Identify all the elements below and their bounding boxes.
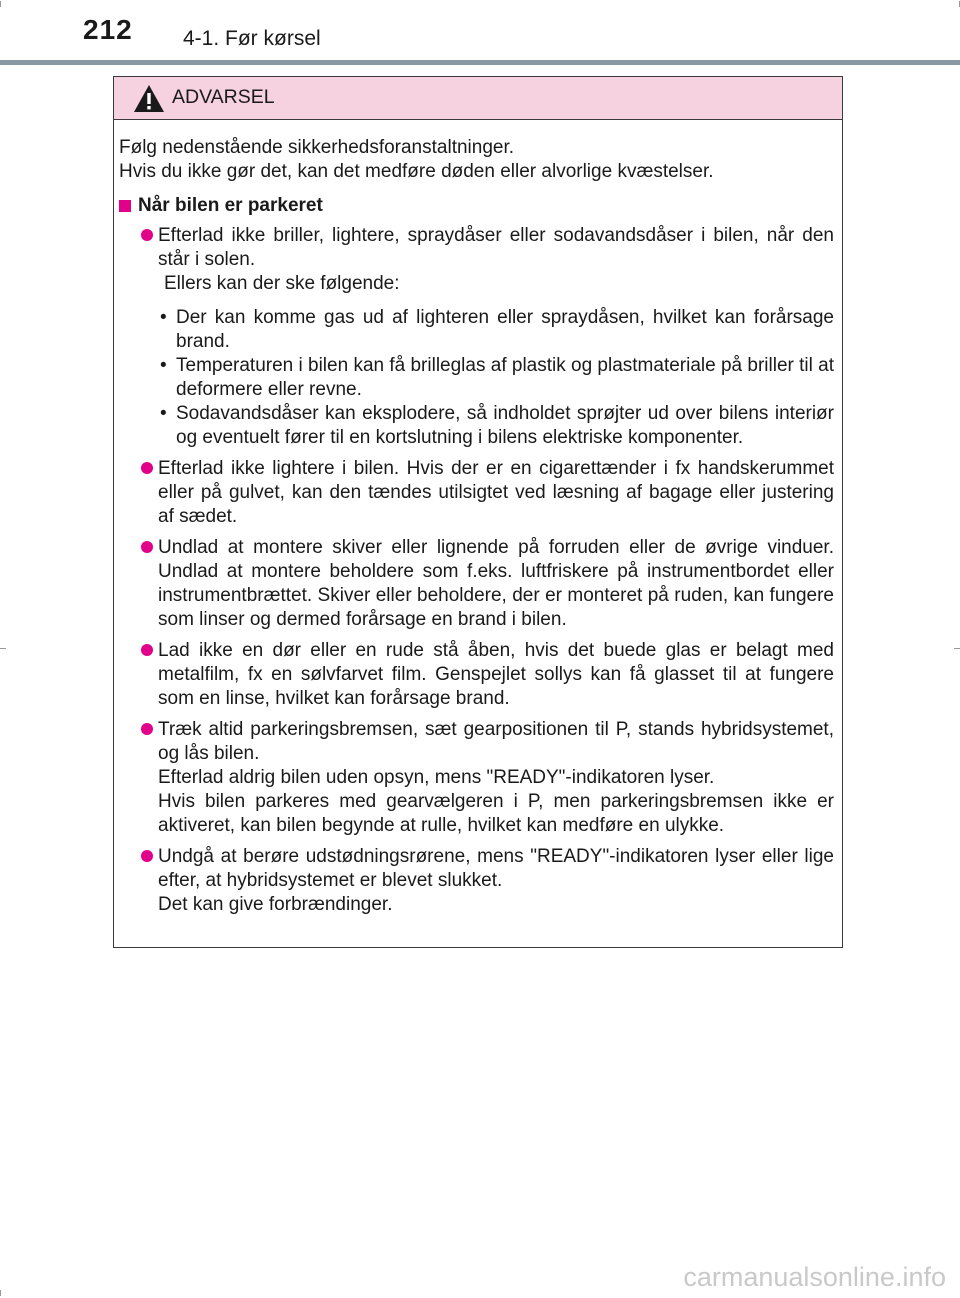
warning-item-text: Træk altid parkeringsbremsen, sæt gearpositionen til P, stands hybridsystemet, og lås bilen.: [158, 719, 834, 764]
warning-item-text: Hvis bilen parkeres med gearvælgeren i P, men parkeringsbremsen ikke er aktiveret, kan bilen begynde at rulle, hvilket kan medføre en ulykke.: [158, 791, 834, 836]
warning-item-text: Efterlad aldrig bilen uden opsyn, mens "READY"-indikatoren lyser.: [158, 767, 715, 788]
circle-bullet-icon: [141, 723, 153, 735]
warning-item-text: Undlad at montere skiver eller lignende på forruden eller de øvrige vinduer. Undlad at montere beholdere som f.eks. luftfriskere på instrumentbordet eller instrumentbrættet. Skiver eller beholdere, der er monteret på ruden, kan fungere som linser og dermed forårsage en brand i bilen.: [158, 537, 834, 630]
header-rule: [0, 60, 960, 65]
warning-intro: [119, 136, 834, 184]
crop-mark: [0, 1, 1, 7]
sub-list-item: [158, 402, 834, 450]
section-title: 4-1. Før kørsel: [183, 27, 321, 50]
dot-bullet-icon: •: [160, 307, 167, 328]
crop-mark: [0, 648, 6, 649]
sub-list-text: Der kan komme gas ud af lighteren eller spraydåsen, hvilket kan forårsage brand.: [176, 307, 834, 352]
warning-title: ADVARSEL: [172, 86, 275, 108]
warning-body: [114, 120, 842, 917]
watermark-text: carmanualsonline.info: [683, 1262, 946, 1292]
circle-bullet-icon: [141, 644, 153, 656]
warning-box: [113, 76, 843, 948]
circle-bullet-icon: [141, 462, 153, 474]
intro-line: Hvis du ikke gør det, kan det medføre døden eller alvorlige kvæstelser.: [119, 161, 714, 182]
warning-item-text: Det kan give forbrændinger.: [158, 894, 393, 915]
circle-bullet-icon: [141, 229, 153, 241]
section-heading-text: Når bilen er parkeret: [138, 195, 323, 216]
square-bullet-icon: [119, 200, 131, 212]
warning-item-text: Undgå at berøre udstødningsrørene, mens "READY"-indikatoren lyser eller lige efter, at hybridsystemet er blevet slukket.: [158, 846, 834, 891]
sub-list-item: [158, 354, 834, 402]
crop-mark: [954, 648, 960, 649]
circle-bullet-icon: [141, 541, 153, 553]
watermark: [683, 1262, 946, 1293]
warning-item: [119, 639, 834, 711]
section-heading: [119, 194, 834, 218]
warning-item-text: Efterlad ikke lightere i bilen. Hvis der er en cigarettænder i fx handskerummet eller på gulvet, kan den tændes utilsigtet ved læsning af bagage eller justering af sædet.: [158, 458, 834, 527]
warning-item-subintro: Ellers kan der ske følgende:: [164, 273, 400, 294]
sub-list-text: Sodavandsdåser kan eksplodere, så indholdet sprøjter ud over bilens interiør og eventuelt fører til en kortslutning i bilens elektriske komponenter.: [176, 403, 834, 448]
crop-mark: [0, 1290, 1, 1296]
warning-header: [114, 77, 842, 120]
warning-item: [119, 718, 834, 838]
warning-item-text: Lad ikke en dør eller en rude stå åben, hvis det buede glas er belagt med metalfilm, fx en sølvfarvet film. Genspejlet sollys kan få glasset til at fungere som en linse, hvilket kan forårsage brand.: [158, 640, 834, 709]
intro-line: Følg nedenstående sikkerhedsforanstaltninger.: [119, 137, 515, 158]
sub-list: [158, 306, 834, 450]
warning-item: [119, 224, 834, 450]
dot-bullet-icon: •: [160, 403, 167, 424]
warning-item-text: Efterlad ikke briller, lightere, spraydåser eller sodavandsdåser i bilen, når den står i solen.: [158, 225, 834, 270]
sub-list-item: [158, 306, 834, 354]
circle-bullet-icon: [141, 850, 153, 862]
warning-item: [119, 457, 834, 529]
warning-item: [119, 845, 834, 917]
sub-list-text: Temperaturen i bilen kan få brilleglas af plastik og plastmateriale på briller til at deformere eller revne.: [176, 355, 834, 400]
warning-item: [119, 536, 834, 632]
dot-bullet-icon: •: [160, 355, 167, 376]
page-number: 212: [83, 14, 133, 45]
warning-triangle-icon: [133, 84, 165, 113]
